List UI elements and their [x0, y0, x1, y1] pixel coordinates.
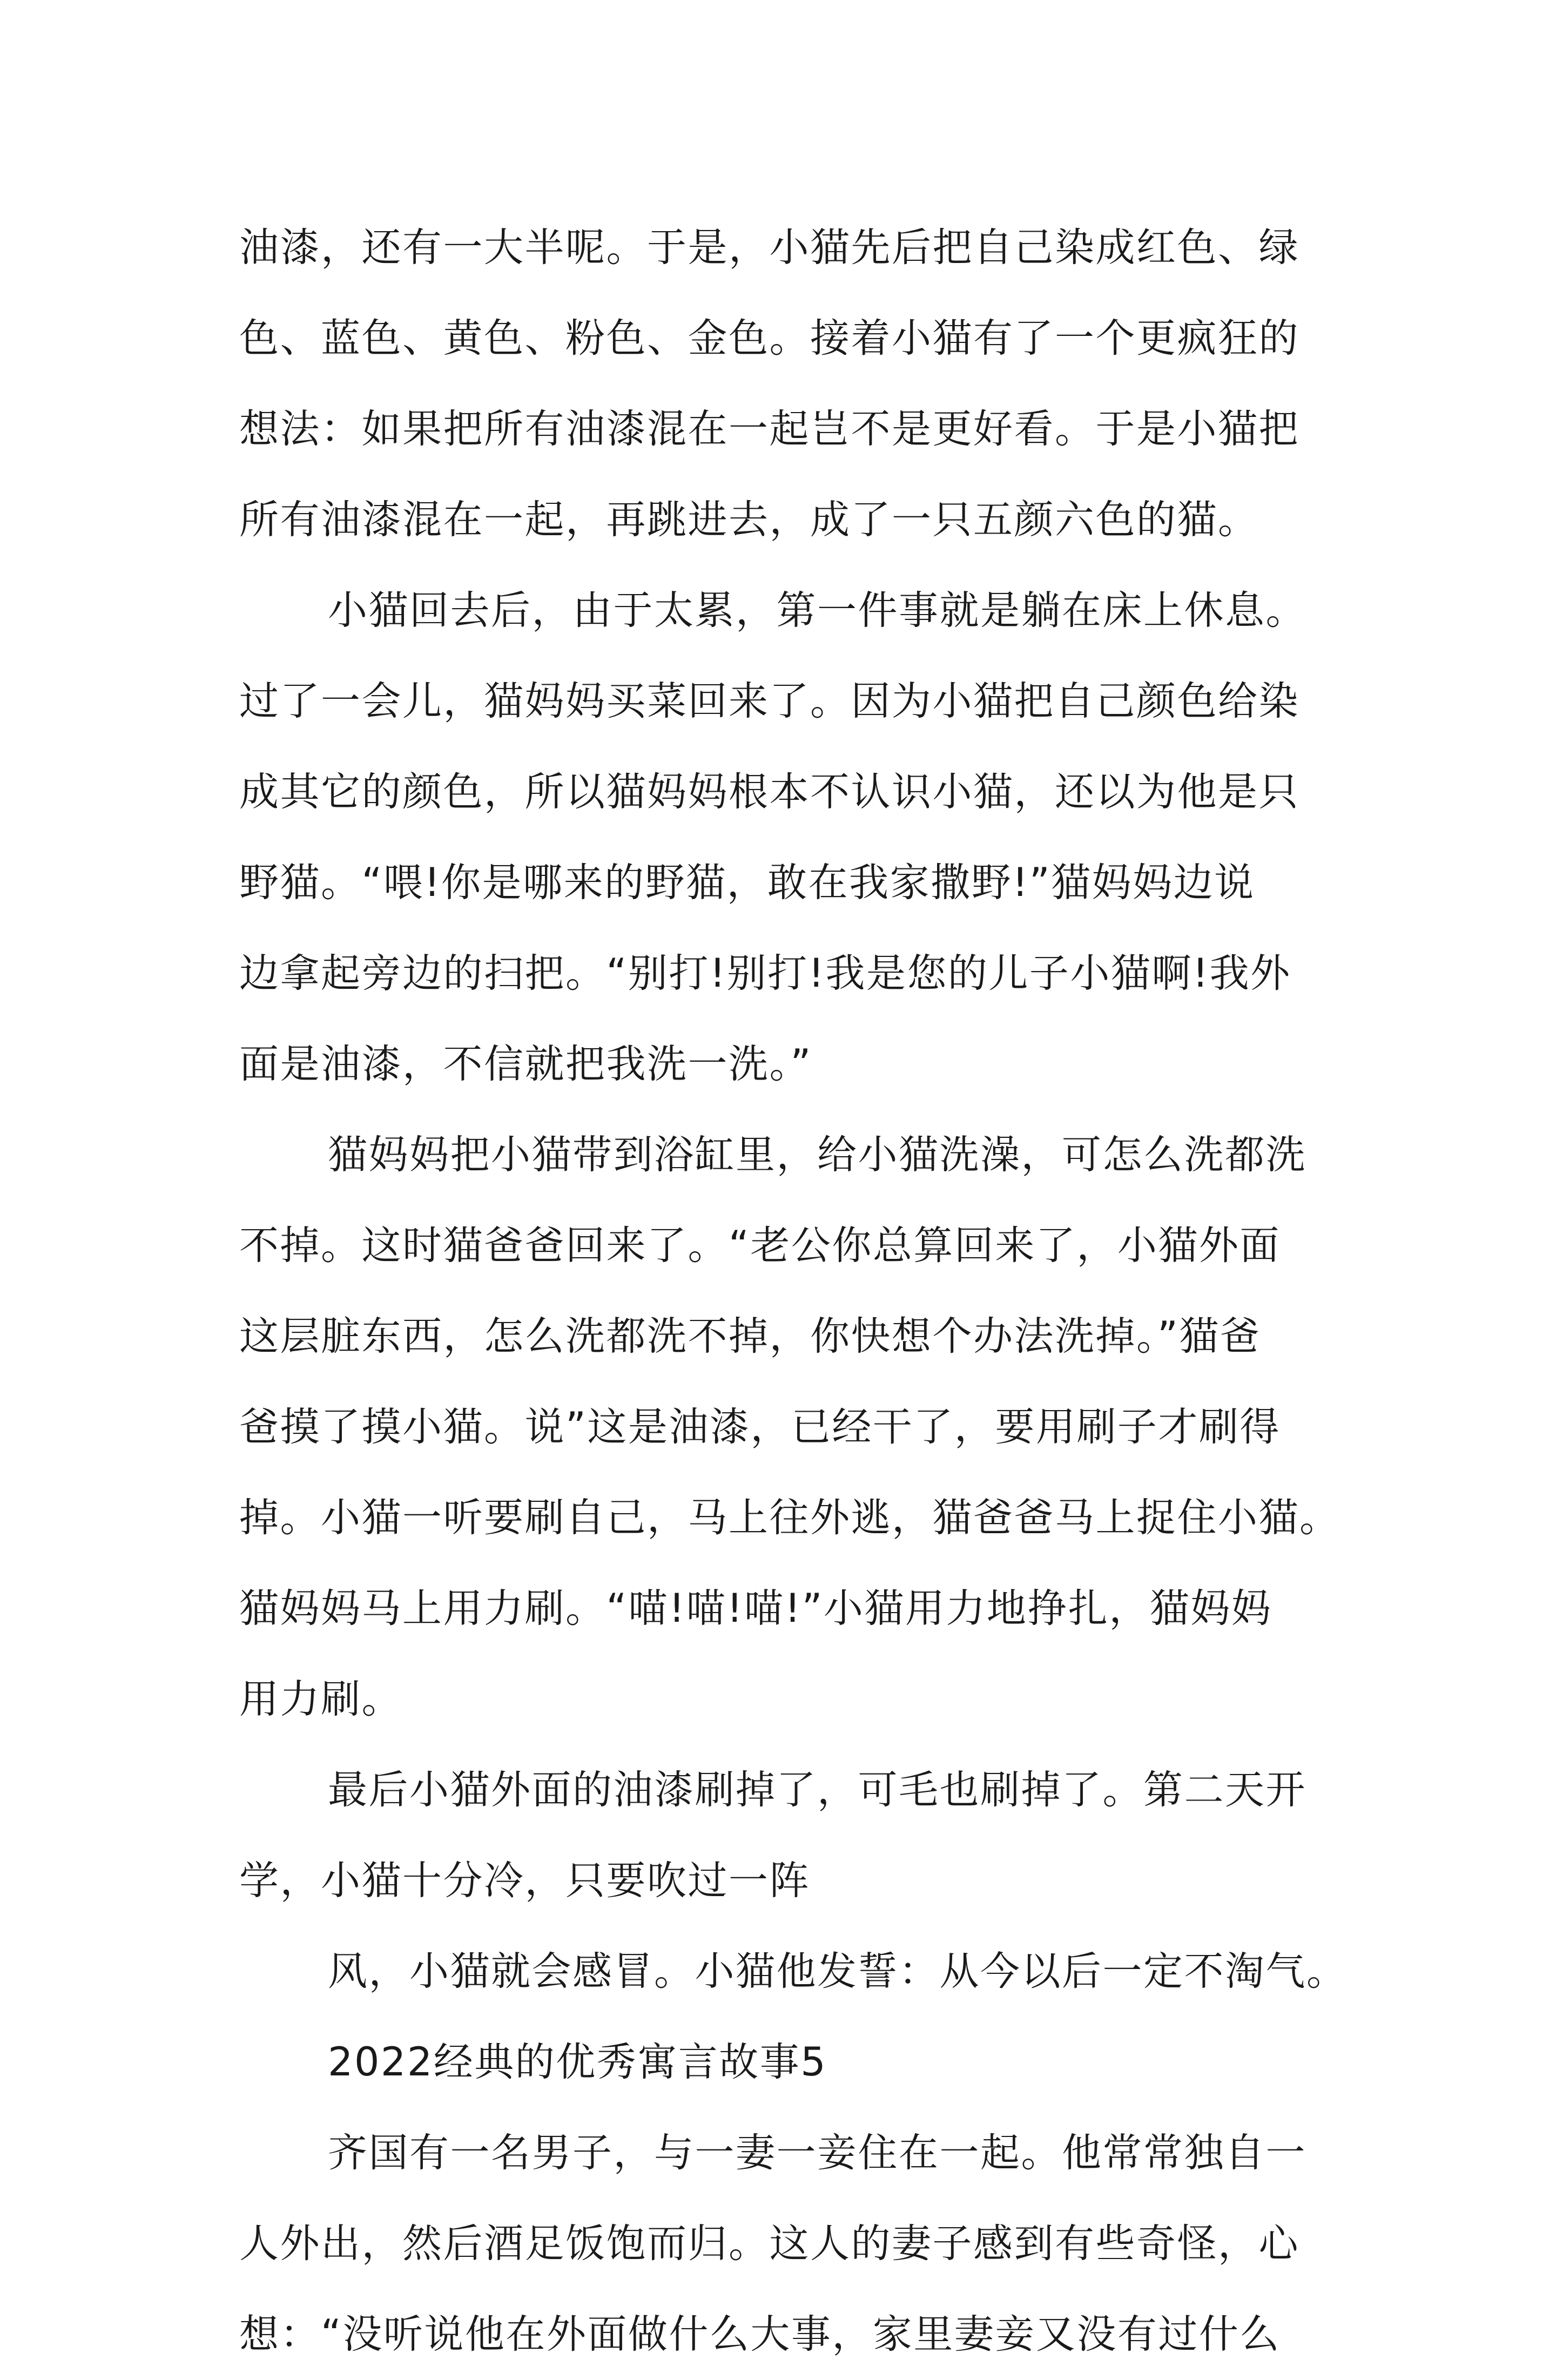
- paragraph-start-line: 风，小猫就会感冒。小猫他发誓：从今以后一定不淘气。: [328, 1949, 1348, 1994]
- text-line: 爸摸了摸小猫。说”这是油漆，已经干了，要用刷子才刷得: [239, 1404, 1281, 1450]
- text-line: 成其它的颜色，所以猫妈妈根本不认识小猫，还以为他是只: [239, 769, 1299, 815]
- text-line: 用力刷。: [239, 1676, 402, 1722]
- text-line: 不掉。这时猫爸爸回来了。“老公你总算回来了，小猫外面: [239, 1223, 1281, 1269]
- paragraph-start-line: 猫妈妈把小猫带到浴缸里，给小猫洗澡，可怎么洗都洗: [328, 1132, 1306, 1178]
- text-line: 猫妈妈马上用力刷。“喵!喵!喵!”小猫用力地挣扎，猫妈妈: [239, 1586, 1272, 1631]
- section-heading: 2022经典的优秀寓言故事5: [328, 2039, 827, 2085]
- text-line: 所有油漆混在一起，再跳进去，成了一只五颜六色的猫。: [239, 497, 1259, 543]
- text-line: 色、蓝色、黄色、粉色、金色。接着小猫有了一个更疯狂的: [239, 315, 1299, 361]
- text-line: 边拿起旁边的扫把。“别打!别打!我是您的儿子小猫啊!我外: [239, 950, 1291, 996]
- text-line: 野猫。“喂!你是哪来的野猫，敢在我家撒野!”猫妈妈边说: [239, 860, 1255, 906]
- text-line: 学，小猫十分冷，只要吹过一阵: [239, 1858, 810, 1904]
- text-line: 想法：如果把所有油漆混在一起岂不是更好看。于是小猫把: [239, 406, 1299, 452]
- text-line: 想：“没听说他在外面做什么大事，家里妻妾又没有过什么: [239, 2311, 1281, 2357]
- text-line: 油漆，还有一大半呢。于是，小猫先后把自己染成红色、绿: [239, 225, 1299, 271]
- paragraph-start-line: 小猫回去后，由于太累，第一件事就是躺在床上休息。: [328, 588, 1306, 633]
- paragraph-start-line: 最后小猫外面的油漆刷掉了，可毛也刷掉了。第二天开: [328, 1767, 1306, 1813]
- paragraph-start-line: 齐国有一名男子，与一妻一妾住在一起。他常常独自一: [328, 2130, 1306, 2176]
- body-text: [239, 203, 1348, 2380]
- text-line: 掉。小猫一听要刷自己，马上往外逃，猫爸爸马上捉住小猫。: [239, 1495, 1340, 1541]
- text-line: 面是油漆，不信就把我洗一洗。”: [239, 1041, 812, 1087]
- text-line: 过了一会儿，猫妈妈买菜回来了。因为小猫把自己颜色给染: [239, 678, 1299, 724]
- text-line: 这层脏东西，怎么洗都洗不掉，你快想个办法洗掉。”猫爸: [239, 1313, 1261, 1359]
- text-line: 人外出，然后酒足饭饱而归。这人的妻子感到有些奇怪，心: [239, 2221, 1299, 2267]
